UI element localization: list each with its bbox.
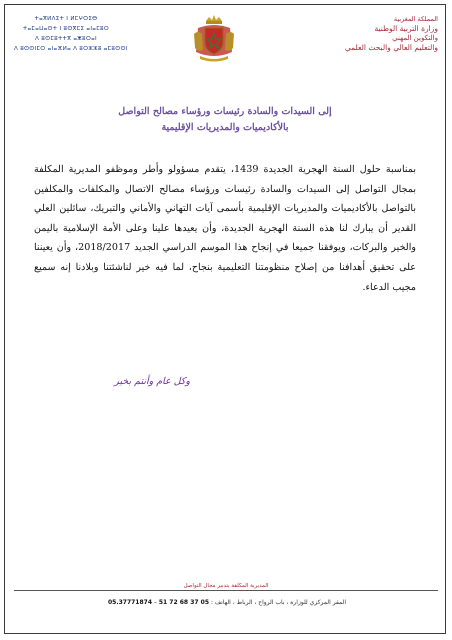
letterhead-arabic: [318, 14, 438, 53]
letterhead-tifinagh-line: ⵜⴰⵎⴰⵡⴰⵙⵜ ⵏ ⵓⵙⴳⵎⵉ ⴰⵏⴰⵎⵓⵔ: [22, 26, 110, 32]
closing-greeting: وكل عام وأنتم بخير: [114, 376, 190, 387]
letterhead-tifinagh: [14, 14, 128, 54]
letterhead-tifinagh-line: ⴷ ⵓⵙⵙⵏⵎⵔ ⴰⵏⴰⴼⵍⴰ ⴷ ⵓⵔⵣⵣⵓ ⴰⵎⵓⵙⵙⵏ: [14, 46, 128, 52]
letterhead-tifinagh-line: ⴷ ⵓⵙⵎⵓⵜⵜⴳ ⴰⵥⵓⵔⴰⵏ: [35, 36, 97, 42]
document-page: [4, 4, 446, 634]
footer-fax: 05.37771874: [107, 599, 152, 606]
letterhead-ministry-line: والتكوين المهني: [392, 34, 438, 42]
addressee-line-2: بالأكاديميات والمديريات الإقليمية: [161, 122, 289, 133]
letterhead-tifinagh-line: ⵜⴰⴳⵍⴷⵉⵜ ⵏ ⵍⵎⵖⵔⵉⴱ: [34, 16, 98, 22]
footer-contact: [60, 598, 394, 607]
body-paragraph: بمناسبة حلول السنة الهجرية الجديدة 1439، يتقدم مسؤولو وأطر وموظفو المديرية المكلفة بمجال التواصل إلى السيدات والسادة رئيسات ورؤساء مصالح الاتصال والمكلفات والمكلفين بالتواصل بالأكاديميات والمديريات الإقليمية بأسمى آيات التهاني والأماني والتبريك، سائلين العلي القدير أن يبارك لنا هذه السنة الهجرية الجديدة، وأن يعيدها علينا وعلى الأمة الإسلامية باليمن والخير والبركات، ويوفقنا جميعا في إنجاح هذا الموسم الدراسي الجديد 2018/2017، وأن يعيننا على تحقيق أهدافنا من إصلاح منظومتنا التعليمية بنجاح، لما فيه خير لناشئتنا وبلادنا إنه سميع مجيب الدعاء.: [34, 164, 416, 293]
footer-divider: [14, 590, 438, 591]
addressee: [80, 104, 370, 136]
letterhead-ministry-line: والتعليم العالي والبحث العلمي: [344, 43, 438, 52]
letterhead-ministry: وزارة التربية الوطنية: [374, 24, 438, 33]
letterhead-kingdom: المملكة المغربية: [393, 15, 438, 23]
footer-address: المقر المركزي للوزارة ، باب الرواح ، الرباط ، الهاتف :: [210, 599, 347, 606]
footer-department: المديرية المكلفة بتدبير مجال التواصل: [183, 583, 269, 589]
addressee-line-1: إلى السيدات والسادة رئيسات ورؤساء مصالح التواصل: [118, 106, 332, 117]
footer-phone: 05 37 68 72 51: [158, 599, 210, 606]
letter-body: [34, 160, 416, 297]
footer-separator: –: [153, 599, 157, 606]
coat-of-arms-icon: [188, 12, 240, 64]
